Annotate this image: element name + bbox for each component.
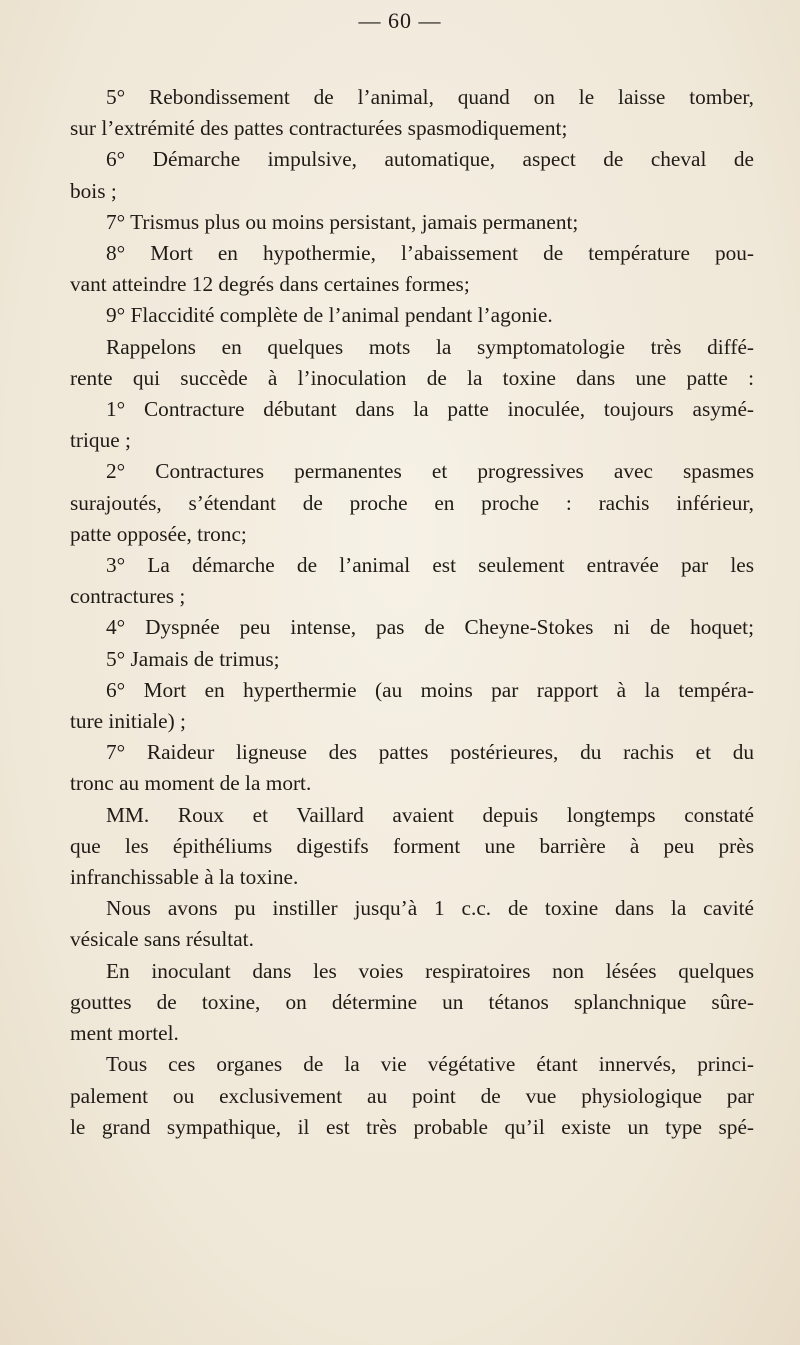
text-line: 1° Contracture débutant dans la patte inoculée, toujours asymé- xyxy=(106,397,754,422)
text-line: sur l’extrémité des pattes contracturées spasmodiquement; xyxy=(70,116,568,141)
text-line: trique ; xyxy=(70,428,131,453)
text-line: 5° Rebondissement de l’animal, quand on le laisse tomber, xyxy=(106,85,754,109)
text-line: patte opposée, tronc; xyxy=(70,521,247,546)
text-line: 8° Mort en hypothermie, l’abaissement de température pou- xyxy=(106,241,754,266)
page-number: — 60 — xyxy=(358,8,442,33)
page-text-body xyxy=(70,82,754,1143)
text-line: infranchissable à la toxine. xyxy=(70,865,299,890)
text-line: 2° Contractures permanentes et progressives avec spasmes xyxy=(106,459,754,484)
text-line: vant atteindre 12 degrés dans certaines formes; xyxy=(70,272,470,297)
text-line: vésicale sans résultat. xyxy=(70,927,254,952)
text-line: le grand sympathique, il est très probable qu’il existe un type spé- xyxy=(70,1114,754,1139)
text-line: Nous avons pu instiller jusqu’à 1 c.c. de toxine dans la cavité xyxy=(106,896,754,921)
text-line: 7° Trismus plus ou moins persistant, jamais permanent; xyxy=(106,209,579,234)
text-line: 7° Raideur ligneuse des pattes postérieures, du rachis et du xyxy=(106,740,754,765)
text-line: MM. Roux et Vaillard avaient depuis longtemps constaté xyxy=(106,802,754,827)
text-line: ment mortel. xyxy=(70,1021,179,1046)
text-line: 6° Mort en hyperthermie (au moins par rapport à la tempéra- xyxy=(106,677,754,702)
text-line: 9° Flaccidité complète de l’animal pendant l’agonie. xyxy=(106,303,553,328)
text-line: 5° Jamais de trimus; xyxy=(106,646,280,671)
text-line: Rappelons en quelques mots la symptomatologie très diffé- xyxy=(106,334,754,359)
text-line: que les épithéliums digestifs forment une barrière à peu près xyxy=(70,833,754,858)
text-line: rente qui succède à l’inoculation de la toxine dans une patte : xyxy=(70,365,754,390)
text-line: tronc au moment de la mort. xyxy=(70,771,312,796)
text-line: bois ; xyxy=(70,178,117,203)
text-line: gouttes de toxine, on détermine un tétanos splanchnique sûre- xyxy=(70,989,754,1014)
text-line: Tous ces organes de la vie végétative étant innervés, princi- xyxy=(106,1052,754,1077)
text-line: palement ou exclusivement au point de vue physiologique par xyxy=(70,1083,754,1108)
text-line: ture initiale) ; xyxy=(70,709,186,734)
text-line: 4° Dyspnée peu intense, pas de Cheyne-Stokes ni de hoquet; xyxy=(106,615,754,640)
text-line: En inoculant dans les voies respiratoires non lésées quelques xyxy=(106,958,754,983)
text-line: 6° Démarche impulsive, automatique, aspect de cheval de xyxy=(106,147,754,172)
text-line: 3° La démarche de l’animal est seulement entravée par les xyxy=(106,553,754,578)
text-line: surajoutés, s’étendant de proche en proche : rachis inférieur, xyxy=(70,490,754,515)
text-line: contractures ; xyxy=(70,584,186,609)
